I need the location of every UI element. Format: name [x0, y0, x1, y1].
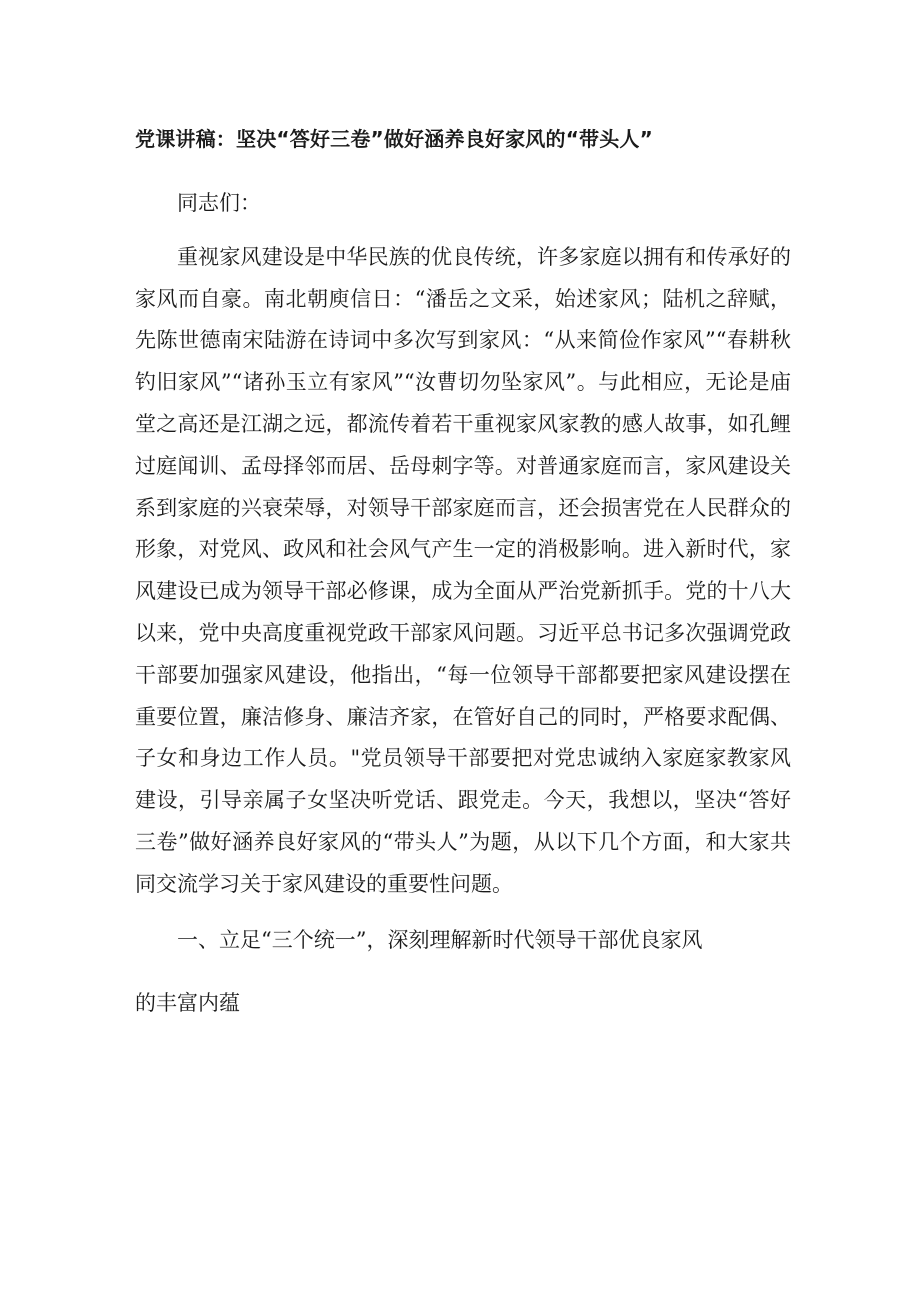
greeting: 同志们：: [177, 191, 261, 215]
document-title: 党课讲稿：坚决“答好三卷”做好涵养良好家风的“带头人”: [135, 127, 653, 151]
section-heading-continuation: 的丰富内蕴: [135, 991, 240, 1016]
section-heading: 一、立足“三个统一”，深刻理解新时代领导干部优良家风: [177, 927, 703, 952]
document-body: [135, 183, 791, 1025]
body-paragraph: 重视家风建设是中华民族的优良传统，许多家庭以拥有和传承好的家风而自豪。南北朝庾信日：“潘岳之文采，始述家风；陆机之辞赋，先陈世德南宋陆游在诗词中多次写到家风：“从来简俭作家风”“春耕秋钓旧家风”“诸孙玉立有家风”“汝曹切勿坠家风”。与此相应，无论是庙堂之高还是江湖之远，都流传着若干重视家风家教的感人故事，如孔鲤过庭闻训、孟母择邻而居、岳母刺字等。对普通家庭而言，家风建设关系到家庭的兴衰荣辱，对领导干部家庭而言，还会损害党在人民群众的形象，对党风、政风和社会风气产生一定的消极影响。进入新时代，家风建设已成为领导干部必修课，成为全面从严治党新抓手。党的十八大以来，党中央高度重视党政干部家风问题。习近平总书记多次强调党政干部要加强家风建设，他指出，“每一位领导干部都要把家风建设摆在重要位置，廉洁修身、廉洁齐家，在管好自己的同时，严格要求配偶、子女和身边工作人员。"党员领导干部要把对党忠诚纳入家庭家教家风建设，引导亲属子女坚决听党话、跟党走。今天，我想以，坚决“答好三卷”做好涵养良好家风的“带头人”为题，从以下几个方面，和大家共同交流学习关于家风建设的重要性问题。: [135, 244, 791, 896]
